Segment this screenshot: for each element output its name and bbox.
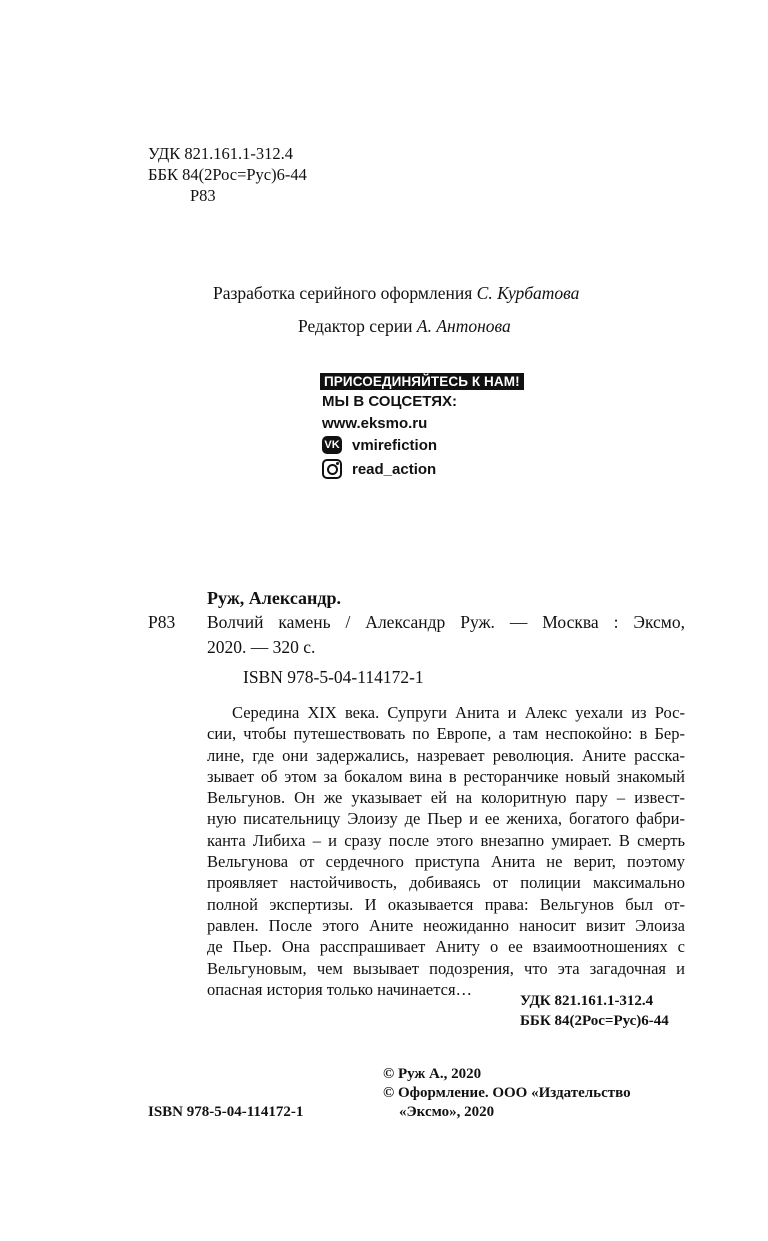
- annotation-line: лине, где они задержались, назревает революция. Аните расска-: [207, 745, 685, 765]
- copyright-author: © Руж А., 2020: [383, 1066, 482, 1082]
- design-credit-label: Разработка серийного оформления: [213, 283, 473, 303]
- annotation-line: Вельгунова от сердечного приступа Анита не верит, поэтому: [207, 852, 685, 872]
- annotation-line: Вельгунов. Он же указывает ей на колоритную пару – извест-: [207, 788, 685, 808]
- udk-footer: УДК 821.161.1-312.4: [520, 993, 654, 1009]
- copyright-design-cont: «Эксмо», 2020: [399, 1104, 495, 1120]
- instagram-link[interactable]: [322, 459, 436, 479]
- editor-credit-name: А. Антонова: [416, 316, 511, 336]
- record-isbn: ISBN 978-5-04-114172-1: [243, 667, 424, 687]
- annotation-line: проявляет настойчивость, добиваясь от полиции максимально: [207, 873, 685, 893]
- record-imprint-line: 2020. — 320 с.: [207, 637, 316, 657]
- isbn-footer: ISBN 978-5-04-114172-1: [148, 1104, 304, 1120]
- vk-icon: VK: [322, 436, 342, 454]
- record-author-code: Р83: [148, 612, 176, 632]
- bbk-header: ББК 84(2Рос=Рус)6-44: [148, 165, 307, 184]
- annotation-line: опасная история только начинается…: [207, 979, 473, 999]
- instagram-handle: read_action: [352, 460, 437, 478]
- record-title-line: Волчий камень / Александр Руж. — Москва : Эксмо,: [207, 612, 685, 632]
- social-title: МЫ В СОЦСЕТЯХ:: [322, 393, 458, 410]
- annotation-line: Вельгуновым, чем вызывает подозрения, что эта загадочная и: [207, 958, 685, 978]
- annotation-line: равлен. После этого Аните неожиданно наносит визит Элоиза: [207, 915, 685, 935]
- author-code-header: Р83: [190, 186, 216, 205]
- annotation-line: зывает об этом за бокалом вина в ресторанчике новый знакомый: [207, 766, 685, 786]
- annotation-line: ную писательницу Элоизу де Пьер и ее жениха, богатого фабри-: [207, 809, 685, 829]
- design-credit-name: С. Курбатова: [476, 283, 580, 303]
- instagram-icon: [322, 459, 342, 479]
- copyright-design: © Оформление. ООО «Издательство: [383, 1085, 631, 1101]
- annotation-line: полной экспертизы. И оказывается права: Вельгунов был от-: [207, 894, 685, 914]
- annotation-line: канта Либиха – и сразу после этого внезапно умирает. В смерть: [207, 830, 685, 850]
- publisher-website-link[interactable]: www.eksmo.ru: [322, 415, 428, 432]
- series-design-credit: [213, 283, 579, 304]
- vk-link[interactable]: [322, 436, 437, 454]
- series-editor-credit: [298, 316, 511, 337]
- udk-header: УДК 821.161.1-312.4: [148, 144, 294, 163]
- record-author: Руж, Александр.: [207, 588, 342, 608]
- annotation-line: Середина XIX века. Супруги Анита и Алекс уехали из Рос-: [232, 703, 685, 722]
- join-us-banner: ПРИСОЕДИНЯЙТЕСЬ К НАМ!: [320, 373, 524, 390]
- bbk-footer: ББК 84(2Рос=Рус)6-44: [520, 1013, 669, 1029]
- editor-credit-label: Редактор серии: [298, 316, 413, 336]
- annotation-line: де Пьер. Она расспрашивает Аниту о ее взаимоотношениях с: [207, 937, 685, 957]
- vk-handle: vmirefiction: [352, 436, 438, 454]
- annotation-line: сии, чтобы путешествовать по Европе, а там неспокойно: в Бер-: [207, 724, 685, 744]
- annotation: [207, 702, 685, 1000]
